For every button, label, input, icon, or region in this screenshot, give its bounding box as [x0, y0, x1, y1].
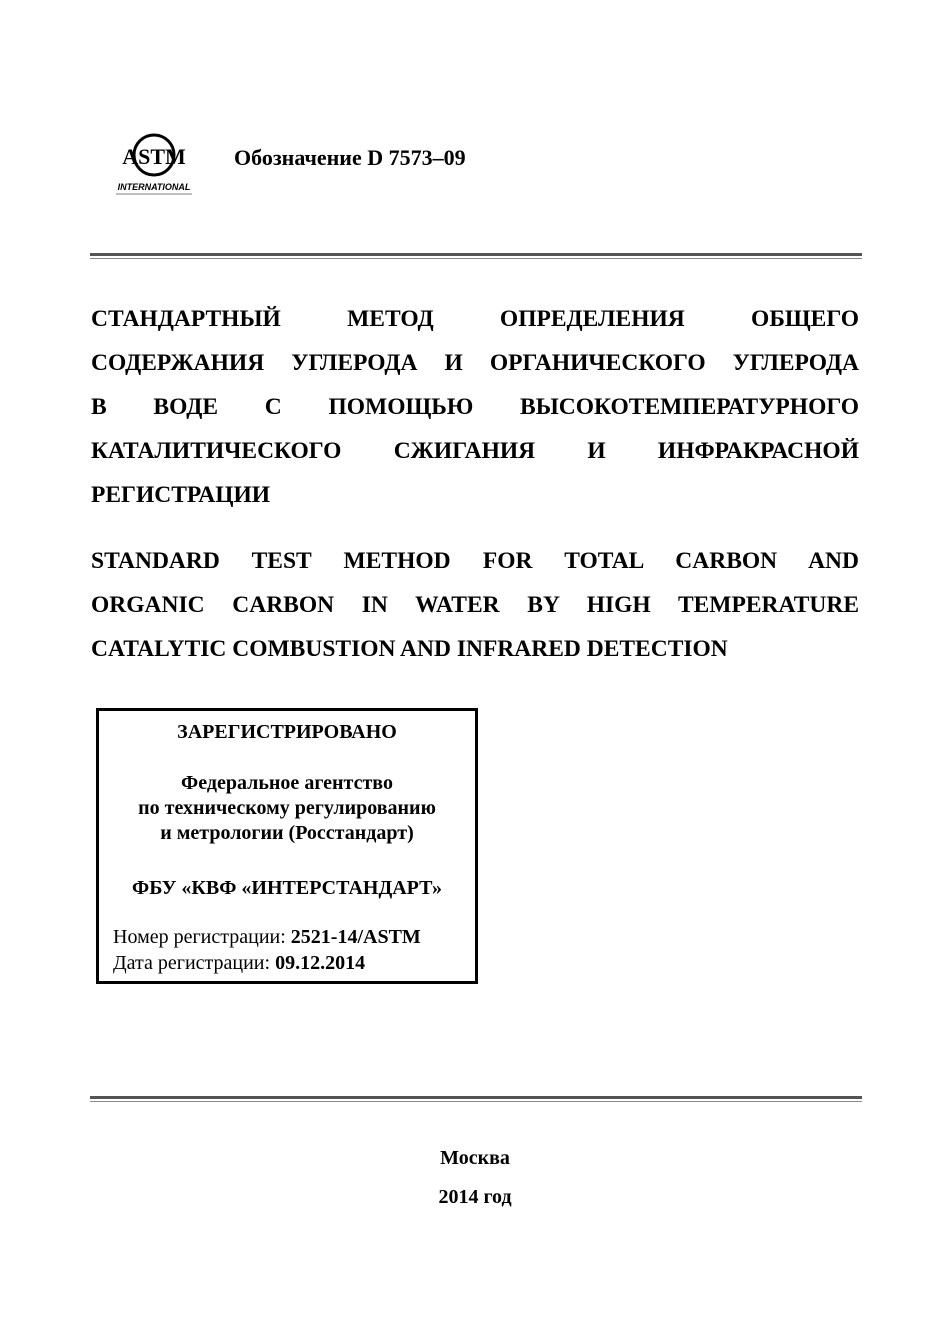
- registration-number-label: Номер регистрации:: [113, 926, 286, 948]
- publication-city: Москва: [440, 1147, 510, 1169]
- registration-number-value: 2521-14/ASTM: [290, 926, 421, 948]
- title-russian: [91, 297, 859, 517]
- title-ru-line: В ВОДЕ С ПОМОЩЬЮ ВЫСОКОТЕМПЕРАТУРНОГО: [91, 394, 859, 420]
- registration-date-value: 09.12.2014: [275, 952, 366, 974]
- title-en-line: STANDARD TEST METHOD FOR TOTAL CARBON AND: [91, 548, 859, 574]
- title-en-line: CATALYTIC COMBUSTION AND INFRARED DETECTION: [91, 636, 728, 662]
- registration-date-label: Дата регистрации:: [113, 952, 271, 974]
- top-divider: [90, 253, 862, 260]
- registration-organization: ФБУ «КВФ «ИНТЕРСТАНДАРТ»: [132, 877, 442, 899]
- title-en-line: ORGANIC CARBON IN WATER BY HIGH TEMPERATURE: [91, 592, 859, 618]
- agency-line: и метрологии (Росстандарт): [160, 822, 414, 844]
- registration-heading: ЗАРЕГИСТРИРОВАНО: [177, 721, 397, 743]
- astm-logo: [112, 128, 196, 200]
- registration-number: [113, 926, 421, 949]
- registration-date: [113, 952, 365, 975]
- registration-agency: [99, 771, 475, 846]
- registration-box: [96, 708, 478, 984]
- title-ru-line: СОДЕРЖАНИЯ УГЛЕРОДА И ОРГАНИЧЕСКОГО УГЛЕРОДА: [91, 350, 859, 376]
- agency-line: Федеральное агентство: [181, 772, 393, 794]
- document-designation: Обозначение D 7573–09: [234, 145, 466, 170]
- title-ru-line: КАТАЛИТИЧЕСКОГО СЖИГАНИЯ И ИНФРАКРАСНОЙ: [91, 438, 859, 464]
- agency-line: по техническому регулированию: [138, 797, 436, 819]
- title-ru-line: СТАНДАРТНЫЙ МЕТОД ОПРЕДЕЛЕНИЯ ОБЩЕГО: [91, 306, 859, 332]
- bottom-divider: [90, 1096, 862, 1103]
- publication-year: 2014 год: [438, 1186, 512, 1208]
- logo-subtext: INTERNATIONAL: [117, 182, 191, 192]
- title-english: [91, 539, 859, 671]
- title-ru-line: РЕГИСТРАЦИИ: [91, 482, 271, 508]
- logo-mark-text: ASTM: [122, 144, 186, 169]
